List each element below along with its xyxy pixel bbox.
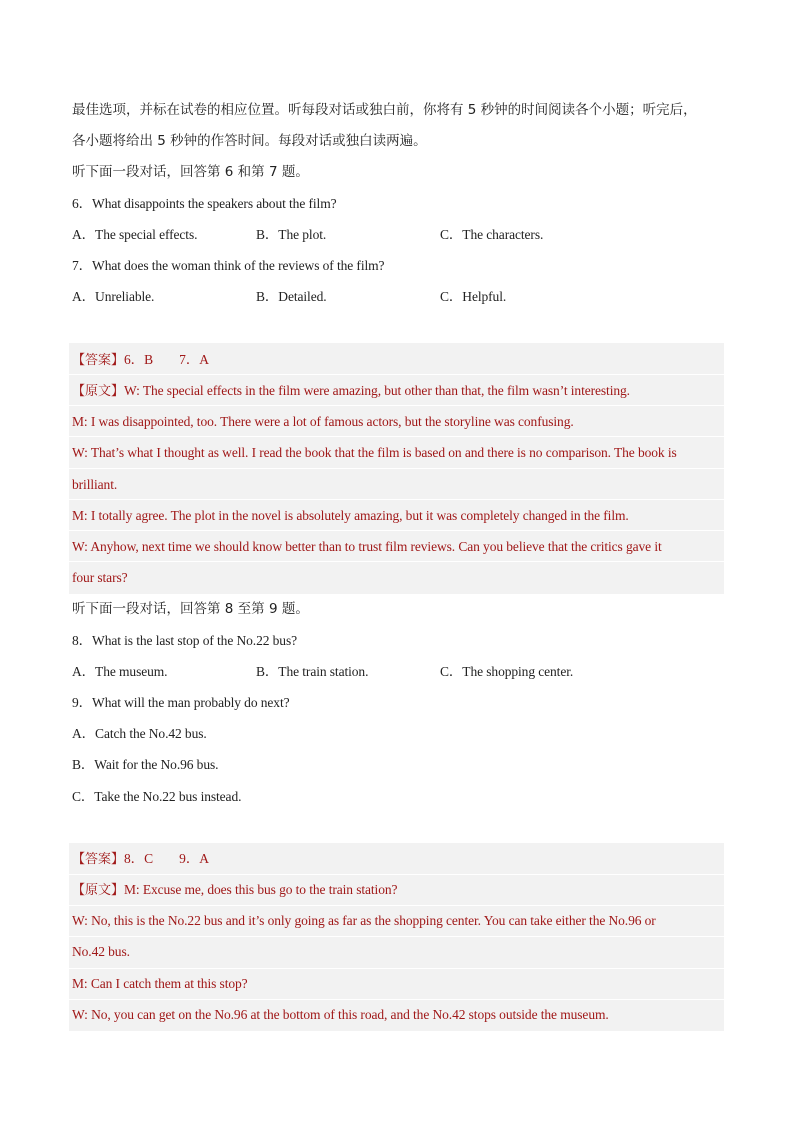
question-6-stem: 6．What disappoints the speakers about the film? [72, 196, 337, 211]
question-9-option-a: A．Catch the No.42 bus. [72, 726, 207, 741]
answer-2-row [72, 849, 209, 870]
answer-1-label: 【答案】 [72, 353, 125, 368]
section-2-heading: 听下面一段对话，回答第 8 至第 9 题。 [72, 601, 309, 617]
question-8-option-c: C．The shopping center. [440, 664, 574, 679]
instruction-text-2: 各小题将给出 5 秒钟的作答时间。每段对话或独白读两遍。 [72, 133, 427, 149]
script-1-line-5: M: I totally agree. The plot in the novel is absolutely amazing, but it was completely changed in the film. [72, 508, 629, 523]
section-1-heading: 听下面一段对话，回答第 6 和第 7 题。 [72, 164, 309, 180]
script-1-line-3: W: That’s what I thought as well. I read the book that the film is based on and there is no comparison. The book is [72, 445, 677, 460]
question-7-option-c: C．Helpful. [440, 289, 507, 304]
script-2-line-3: No.42 bus. [72, 944, 130, 959]
answer-2-label: 【答案】 [72, 852, 125, 867]
question-7-option-b: B．Detailed. [256, 289, 327, 304]
question-6-option-a: A．The special effects. [72, 227, 198, 242]
question-6-option-c: C．The characters. [440, 227, 544, 242]
script-1-line-1 [72, 381, 630, 402]
question-9-stem: 9．What will the man probably do next? [72, 695, 290, 710]
script-2-text-1: M: Excuse me, does this bus go to the train station? [124, 882, 398, 897]
answer-2-value: 8．C 9．A [124, 851, 209, 866]
question-7-option-a: A．Unreliable. [72, 289, 155, 304]
question-9-option-b: B．Wait for the No.96 bus. [72, 757, 219, 772]
script-1-label: 【原文】 [72, 384, 125, 399]
answer-1-row [72, 350, 209, 371]
question-7-stem: 7．What does the woman think of the reviews of the film? [72, 258, 385, 273]
script-2-line-2: W: No, this is the No.22 bus and it’s only going as far as the shopping center. You can take either the No.96 or [72, 913, 656, 928]
script-1-line-7: four stars? [72, 570, 128, 585]
script-2-line-1 [72, 880, 397, 901]
script-2-line-4: M: Can I catch them at this stop? [72, 976, 248, 991]
answer-box-1 [69, 343, 724, 594]
question-6-option-b: B．The plot. [256, 227, 327, 242]
answer-1-value: 6．B 7．A [124, 352, 209, 367]
question-9-option-c: C．Take the No.22 bus instead. [72, 789, 242, 804]
question-8-option-a: A．The museum. [72, 664, 168, 679]
script-1-line-2: M: I was disappointed, too. There were a lot of famous actors, but the storyline was confusing. [72, 414, 574, 429]
script-1-line-6: W: Anyhow, next time we should know better than to trust film reviews. Can you believe that the critics gave it [72, 539, 662, 554]
script-1-line-4: brilliant. [72, 477, 118, 492]
script-1-text-1: W: The special effects in the film were amazing, but other than that, the film wasn’t interesting. [124, 383, 630, 398]
question-8-option-b: B．The train station. [256, 664, 369, 679]
script-2-line-5: W: No, you can get on the No.96 at the bottom of this road, and the No.42 stops outside the museum. [72, 1007, 609, 1022]
question-8-stem: 8．What is the last stop of the No.22 bus? [72, 633, 297, 648]
script-2-label: 【原文】 [72, 883, 125, 898]
instruction-text-1: 最佳选项，并标在试卷的相应位置。听每段对话或独白前，你将有 5 秒钟的时间阅读各个小题；听完后， [72, 102, 697, 118]
answer-box-2 [69, 843, 724, 1031]
